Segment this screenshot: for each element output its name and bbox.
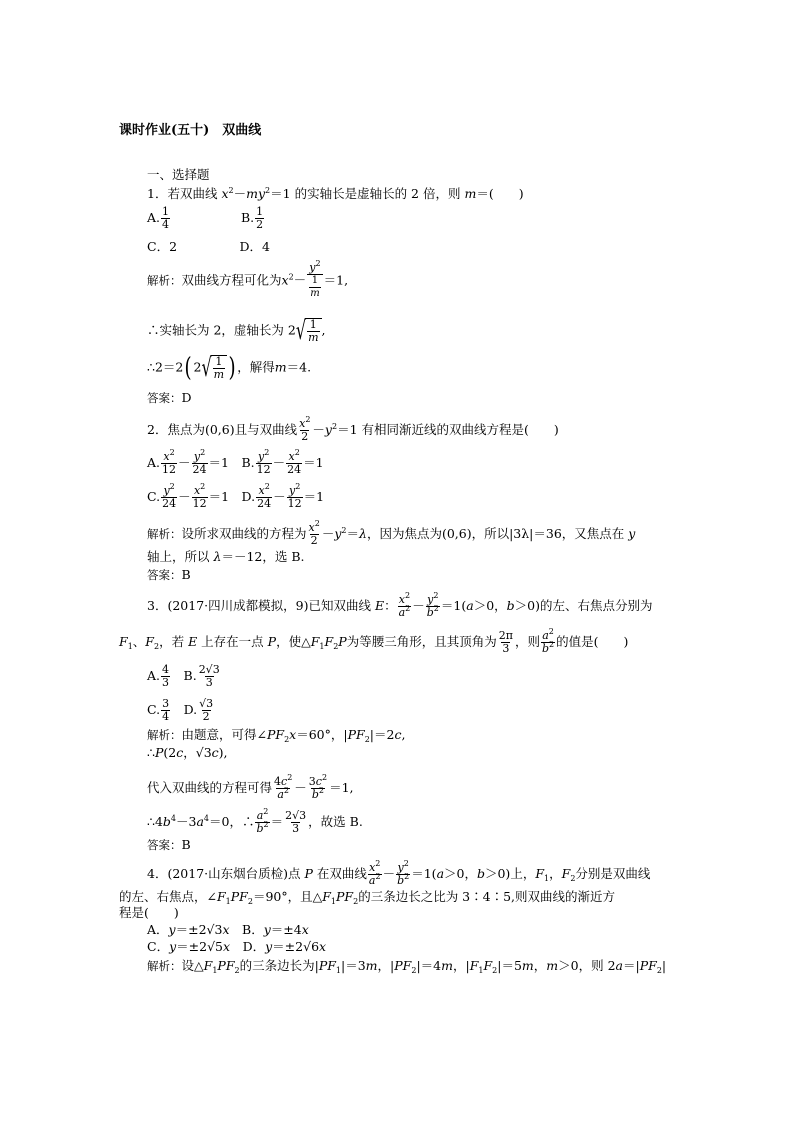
q3-options-ab: A. $\frac{4}{3}$ B. $\frac{2√3}{3}$	[147, 663, 220, 689]
q1-answer: 答案：D	[147, 390, 192, 405]
q4-stem-line2: 的左、右焦点，$\angle F_1PF_2=90^\circ$，且$\triangle F_1PF_2$的三条边长之比为 3∶4∶5,则双曲线的渐近方	[119, 889, 616, 906]
q2-analysis-2: 轴上，所以 λ＝－12，选 B.	[147, 549, 305, 564]
q1-options-ab: A. $\frac{1}{4}$ B. $\frac{1}{2}$	[147, 205, 264, 231]
q2-stem: 2．焦点为(0,6)且与双曲线 $\frac{x^2}{2}$ $-y^2=1$ 有相同渐近线的双曲线方程是( )	[147, 415, 559, 443]
q3-analysis-2: ∴P(2c，√3c),	[147, 745, 228, 760]
q2-answer: 答案：B	[147, 567, 191, 582]
q4-analysis-1: 解析：设$\triangle F_1PF_2$的三条边长为$|PF_1|=3m$，$|PF_2|=4m$，$|F_1F_2|=5m$，m＞0，则 $2a=|PF_2|$	[147, 958, 667, 975]
q3-options-cd: C. $\frac{3}{4}$ D. $\frac{√3}{2}$	[147, 697, 214, 723]
q1-analysis-1: 解析：双曲线方程可化为$x^2-$ $\frac{y^2}{\frac{1}{m}}$ ＝1,	[147, 259, 349, 299]
q1-analysis-2: ∴实轴长为 2，虚轴长为 2 √ $\frac{1}{m}$ ,	[147, 315, 326, 346]
q2-options-cd: C. $\frac{y^2}{24}$ － $\frac{x^2}{12}$ ＝1 D. $\frac{x^2}{24}$ － $\frac{y^2}{12}$ ＝1	[147, 482, 325, 510]
section-heading: 一、选择题	[147, 167, 210, 182]
q4-options-ab: A．y＝±2√3x B．y＝±4x	[147, 922, 309, 937]
q2-options-ab: A. $\frac{x^2}{12}$ － $\frac{y^2}{24}$ ＝1 B. $\frac{y^2}{12}$ － $\frac{x^2}{24}$ ＝1	[147, 448, 324, 476]
q4-stem: 4．(2017·山东烟台质检)点 P 在双曲线 $\frac{x^2}{a^2}$ － $\frac{y^2}{b^2}$ ＝1(a＞0，b＞0)上，$F_1$，$F_2$分别是双曲线	[147, 859, 651, 887]
q3-answer: 答案：B	[147, 837, 191, 852]
q3-stem: 3．(2017·四川成都模拟，9)已知双曲线 E： $\frac{x^2}{a^2}$ － $\frac{y^2}{b^2}$ ＝1(a＞0，b＞0)的左、右焦点分别为	[147, 591, 653, 619]
q3-analysis-3: 代入双曲线的方程可得 $\frac{4c^2}{a^2}$ － $\frac{3c^2}{b^2}$ ＝1,	[147, 773, 354, 801]
q1-analysis-3: ∴2＝2( 2 √ $\frac{1}{m}$ ) ，解得m＝4.	[147, 352, 312, 383]
q3-analysis-4: $\therefore 4b^4-3a^4=0$，∴ $\frac{a^2}{b^2}$ ＝ $\frac{2√3}{3}$ ，故选 B.	[147, 807, 363, 835]
q3-stem-line2: $F_1$、$F_2$，若 E 上存在一点 P，使$\triangle F_1F_2P$为等腰三角形，且其顶角为 $\frac{2\pi}{3}$ ，则 $\frac{a^2}{b^2}$ 的值是( )	[119, 627, 629, 655]
q1-options-cd: C．2 D．4	[147, 239, 270, 254]
q4-stem-line3: 程是( )	[119, 905, 179, 920]
q1-stem: 1．若双曲线 $x^2-my^2=1$ 的实轴长是虚轴长的 2 倍，则 m＝( )	[147, 186, 524, 201]
q4-options-cd: C．y＝±2√5x D．y＝±2√6x	[147, 939, 327, 954]
q2-analysis-1: 解析：设所求双曲线的方程为 $\frac{x^2}{2}$ $-y^2=\lambda$，因为焦点为(0,6)，所以|3λ|＝36，又焦点在 y	[147, 519, 636, 547]
page-title: 课时作业(五十) 双曲线	[119, 123, 262, 138]
q3-analysis-1: 解析：由题意，可得$\angle PF_2x=60^\circ$，$|PF_2|=2c$,	[147, 727, 406, 744]
